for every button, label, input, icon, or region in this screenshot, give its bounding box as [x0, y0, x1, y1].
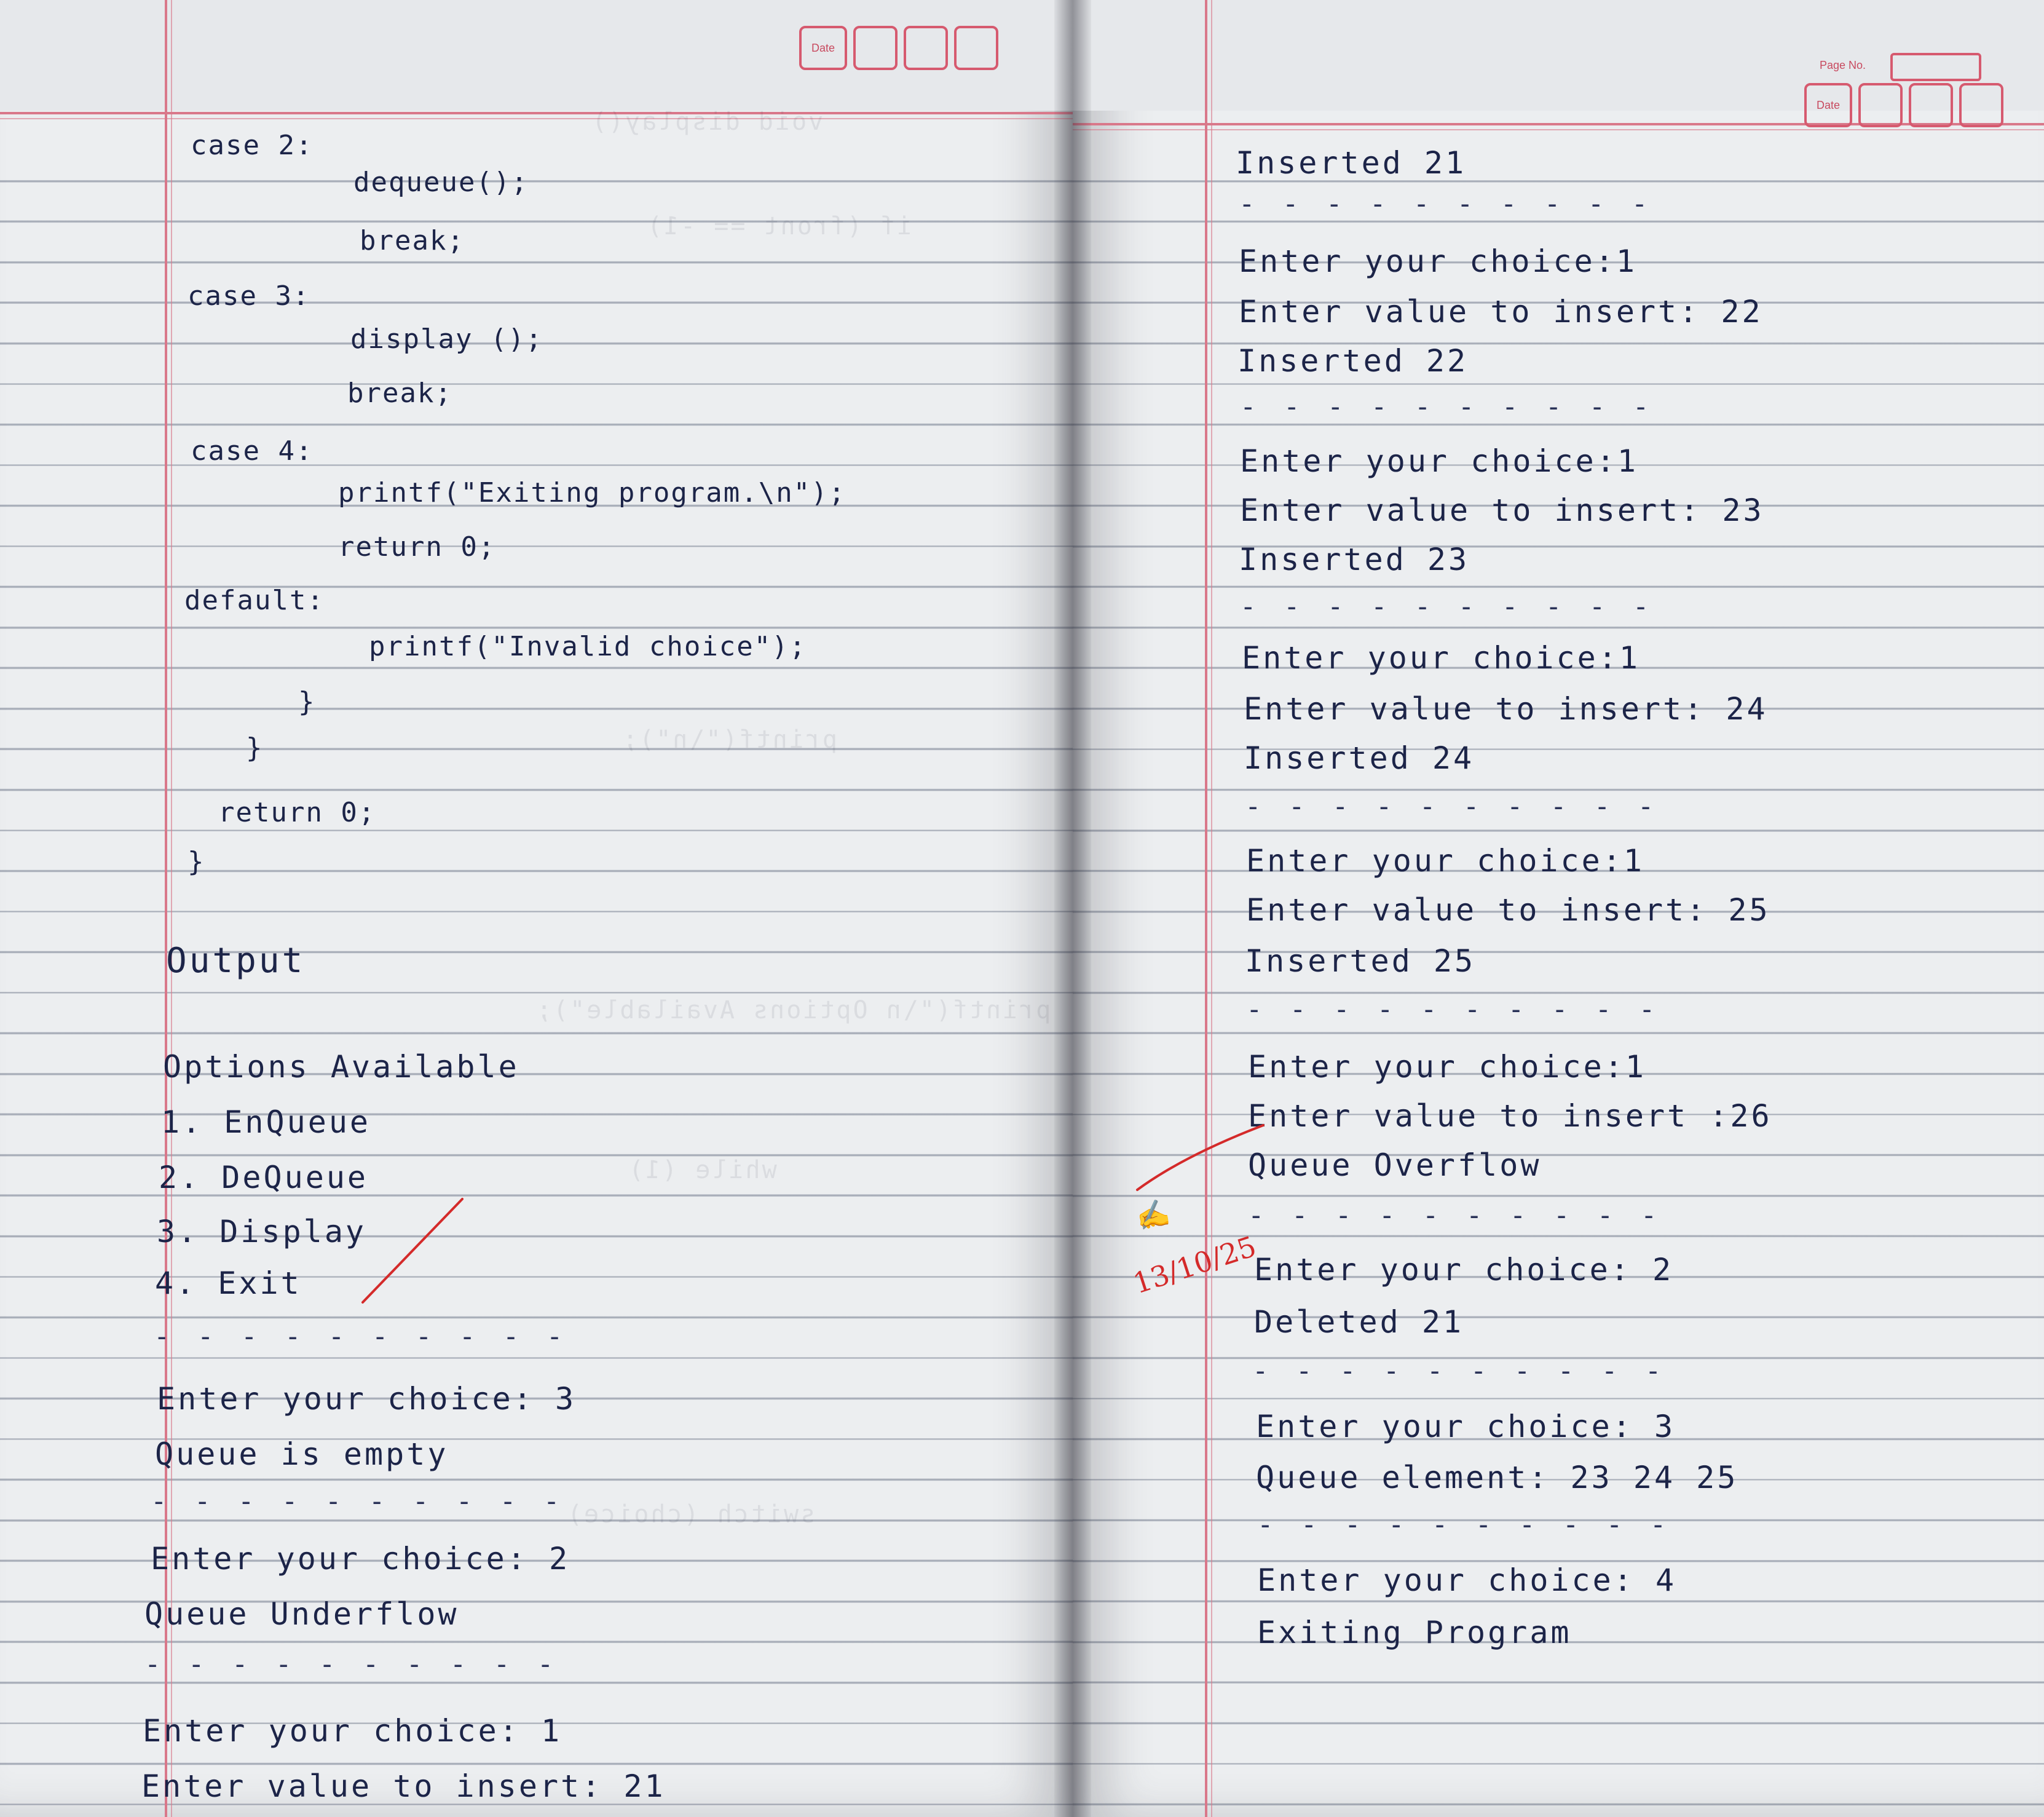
separator: - - - - - - - - - - — [1245, 791, 1660, 822]
separator: - - - - - - - - - - — [1239, 188, 1654, 220]
book-spine-shadow — [1054, 0, 1091, 1817]
bleed-through-text: printf("\n"); — [621, 726, 838, 754]
code-line: case 2: — [191, 130, 314, 161]
bleed-through-text: if (front == -1) — [645, 212, 912, 240]
session-line: Enter your choice: 1 — [143, 1713, 562, 1749]
teacher-signature-icon: ✍ — [1133, 1196, 1173, 1235]
menu-item: 3. Display — [157, 1214, 367, 1249]
teacher-date-annotation: 13/10/25 — [1129, 1229, 1260, 1300]
code-line: break; — [347, 378, 452, 409]
menu-item: 1. EnQueue — [161, 1104, 371, 1140]
code-line: dequeue(); — [353, 167, 529, 198]
bleed-through-text: switch (choice) — [566, 1500, 816, 1529]
separator: - - - - - - - - - - — [154, 1321, 569, 1352]
output-line: Enter your choice: 3 — [1256, 1409, 1676, 1444]
separator: - - - - - - - - - - — [1240, 391, 1655, 422]
code-line: return 0; — [338, 531, 496, 563]
code-line: break; — [360, 225, 465, 256]
separator: - - - - - - - - - - — [1246, 994, 1661, 1025]
session-line: Enter your choice: 3 — [157, 1381, 577, 1417]
menu-title: Options Available — [163, 1049, 519, 1085]
output-line: Enter value to insert: 23 — [1240, 493, 1764, 528]
separator: - - - - - - - - - - — [1252, 1355, 1667, 1387]
code-line: printf("Exiting program.\n"); — [338, 477, 846, 509]
code-line: return 0; — [218, 797, 376, 828]
menu-item: 2. DeQueue — [159, 1160, 369, 1195]
session-line: Enter value to insert: 21 — [141, 1768, 666, 1804]
right-page — [1073, 0, 2044, 1817]
page-no-label: Page No. — [1820, 59, 1866, 71]
bleed-through-text: printf("\n Options Available"); — [535, 996, 1051, 1024]
code-line: case 3: — [187, 280, 310, 312]
output-line: Inserted 25 — [1245, 943, 1476, 979]
separator: - - - - - - - - - - — [151, 1486, 566, 1517]
code-line: } — [298, 686, 316, 718]
separator: - - - - - - - - - - — [1240, 591, 1655, 622]
output-line: Queue Overflow — [1248, 1147, 1542, 1183]
red-strike-mark — [1073, 0, 2044, 1817]
output-heading: Output — [166, 941, 306, 981]
output-line: Enter your choice:1 — [1239, 243, 1637, 279]
code-line: case 4: — [191, 435, 314, 467]
output-line: Queue element: 23 24 25 — [1256, 1460, 1738, 1495]
output-line: Enter value to insert: 22 — [1239, 294, 1763, 330]
session-line: Enter your choice: 2 — [151, 1541, 570, 1577]
bleed-through-text: void display() — [590, 108, 824, 136]
code-line: } — [246, 732, 264, 764]
output-line: Enter your choice:1 — [1248, 1049, 1646, 1085]
bleed-through-text: while (1) — [627, 1156, 777, 1184]
separator: - - - - - - - - - - — [1257, 1509, 1672, 1540]
output-line: Enter value to insert: 25 — [1246, 892, 1770, 928]
session-line: Queue is empty — [155, 1436, 449, 1472]
code-line: printf("Invalid choice"); — [369, 631, 807, 662]
session-line: Queue Underflow — [144, 1596, 459, 1632]
output-line: Inserted 24 — [1244, 740, 1475, 776]
code-line: default: — [184, 585, 325, 616]
output-line: Inserted 22 — [1237, 343, 1469, 379]
output-line: Deleted 21 — [1254, 1304, 1464, 1340]
output-line: Exiting Program — [1257, 1615, 1572, 1650]
date-box-label: Date — [1804, 83, 1852, 127]
separator: - - - - - - - - - - — [1248, 1200, 1663, 1231]
date-box-label: Date — [799, 26, 847, 70]
output-line: Inserted 23 — [1239, 542, 1470, 577]
separator: - - - - - - - - - - — [144, 1649, 559, 1680]
output-line: Enter value to insert: 24 — [1244, 691, 1768, 727]
code-line: display (); — [350, 323, 543, 355]
output-line: Enter your choice: 2 — [1254, 1252, 1674, 1288]
output-line: Enter your choice:1 — [1246, 843, 1644, 879]
output-line: Enter your choice:1 — [1240, 443, 1638, 479]
output-line: Enter value to insert :26 — [1248, 1098, 1772, 1134]
output-line: Inserted 21 — [1236, 145, 1467, 181]
output-line: Enter your choice:1 — [1242, 640, 1640, 676]
output-line: Enter your choice: 4 — [1257, 1562, 1677, 1598]
code-line: } — [187, 846, 205, 877]
menu-item: 4. Exit — [155, 1265, 302, 1301]
